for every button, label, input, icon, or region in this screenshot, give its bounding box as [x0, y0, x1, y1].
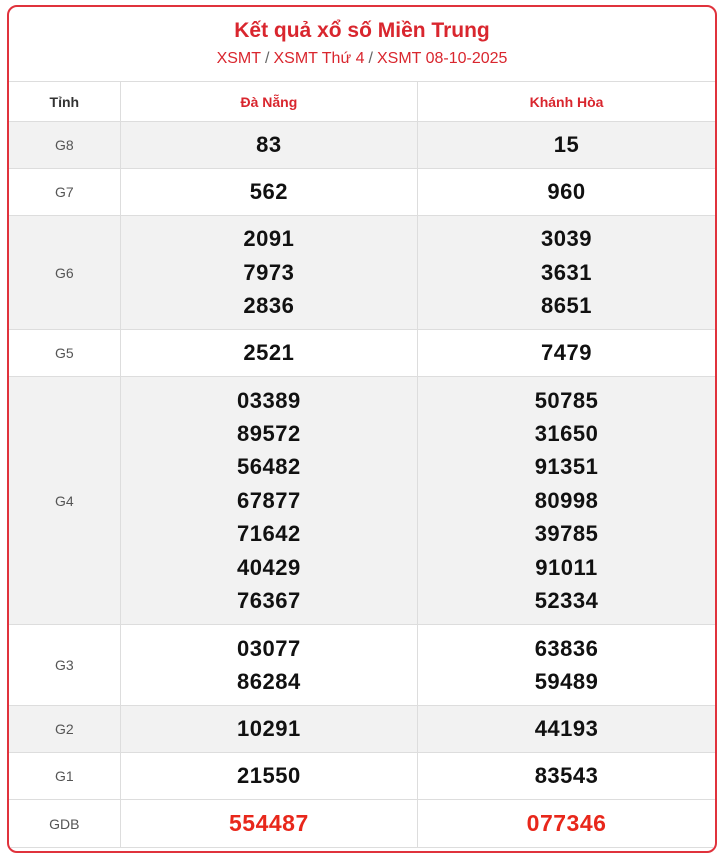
result-number: 15: [553, 132, 580, 158]
result-number: 2521: [243, 340, 295, 366]
breadcrumb-link-xsmt-thu-4[interactable]: XSMT Thứ 4: [273, 50, 365, 67]
breadcrumb-separator: /: [265, 50, 270, 67]
result-number: 89572: [237, 420, 301, 446]
breadcrumb-link-xsmt-date[interactable]: XSMT 08-10-2025: [376, 50, 508, 67]
result-cell-da-nang: [120, 122, 417, 169]
result-number: 2091: [243, 226, 295, 252]
result-number: 03077: [237, 635, 301, 661]
result-cell-da-nang: [120, 169, 417, 216]
result-cell-khanh-hoa: [418, 330, 715, 377]
result-cell-khanh-hoa: [418, 377, 715, 625]
result-number: 562: [249, 179, 288, 205]
result-cell-da-nang: [120, 625, 417, 706]
prize-label: G6: [9, 216, 120, 330]
result-number: 86284: [237, 669, 301, 694]
prize-label: G2: [9, 706, 120, 753]
breadcrumb-link-xsmt[interactable]: XSMT: [216, 50, 262, 67]
result-number: 3039: [541, 226, 592, 252]
prize-row-g2: [9, 706, 715, 753]
results-table: [9, 82, 715, 848]
column-header-da-nang[interactable]: Đà Nẵng: [120, 82, 417, 122]
result-cell-da-nang: [120, 800, 417, 848]
prize-row-g6: [9, 216, 715, 330]
results-card: [7, 5, 717, 853]
prize-row-g1: [9, 753, 715, 800]
result-cell-da-nang: [120, 706, 417, 753]
prize-row-g4: [9, 377, 715, 625]
page-title: Kết quả xổ số Miền Trung: [234, 19, 490, 42]
result-cell-khanh-hoa: [418, 706, 715, 753]
prize-label: GDB: [9, 800, 120, 848]
result-number: 3631: [541, 259, 592, 285]
result-cell-da-nang: [120, 330, 417, 377]
column-header-khanh-hoa[interactable]: Khánh Hòa: [418, 82, 715, 122]
result-number: 83543: [534, 763, 599, 789]
prize-label: G5: [9, 330, 120, 377]
result-cell-da-nang: [120, 216, 417, 330]
result-number: 7973: [243, 259, 295, 285]
result-number: 39785: [534, 521, 599, 547]
result-number: 03389: [237, 387, 301, 413]
prize-label: G1: [9, 753, 120, 800]
result-cell-da-nang: [120, 753, 417, 800]
prize-row-g5: [9, 330, 715, 377]
result-number: 40429: [237, 554, 301, 580]
result-number: 80998: [534, 487, 599, 513]
result-number: 83: [256, 132, 282, 158]
result-number: 91011: [535, 554, 598, 580]
special-prize-number: 554487: [228, 809, 309, 836]
breadcrumb: [9, 49, 715, 69]
result-number: 63836: [534, 635, 599, 661]
prize-label: G3: [9, 625, 120, 706]
breadcrumb-separator: /: [368, 50, 373, 67]
result-cell-khanh-hoa: [418, 169, 715, 216]
result-number: 50785: [534, 387, 599, 413]
result-number: 2836: [243, 293, 295, 319]
result-number: 10291: [237, 716, 301, 742]
result-cell-khanh-hoa: [418, 122, 715, 169]
results-header: [9, 7, 715, 82]
prize-label: G7: [9, 169, 120, 216]
result-cell-da-nang: [120, 377, 417, 625]
result-number: 71642: [237, 521, 301, 547]
result-number: 8651: [541, 293, 592, 319]
result-number: 31650: [534, 420, 599, 446]
result-number: 67877: [237, 487, 301, 513]
prize-label: G4: [9, 377, 120, 625]
prize-row-gdb: [9, 800, 715, 848]
result-number: 91351: [534, 454, 599, 480]
result-number: 56482: [237, 454, 301, 480]
result-number: 960: [547, 179, 586, 205]
table-header-row: [9, 82, 715, 122]
prize-row-g3: [9, 625, 715, 706]
result-cell-khanh-hoa: [418, 625, 715, 706]
prize-label: G8: [9, 122, 120, 169]
result-number: 44193: [534, 716, 599, 742]
result-number: 59489: [534, 669, 599, 694]
column-header-province: Tỉnh: [9, 82, 120, 122]
result-number: 7479: [541, 340, 592, 366]
prize-row-g8: [9, 122, 715, 169]
prize-row-g7: [9, 169, 715, 216]
result-number: 21550: [237, 763, 301, 789]
result-cell-khanh-hoa: [418, 216, 715, 330]
result-cell-khanh-hoa: [418, 753, 715, 800]
special-prize-number: 077346: [526, 809, 607, 836]
result-number: 76367: [237, 588, 301, 614]
result-cell-khanh-hoa: [418, 800, 715, 848]
result-number: 52334: [534, 588, 599, 614]
